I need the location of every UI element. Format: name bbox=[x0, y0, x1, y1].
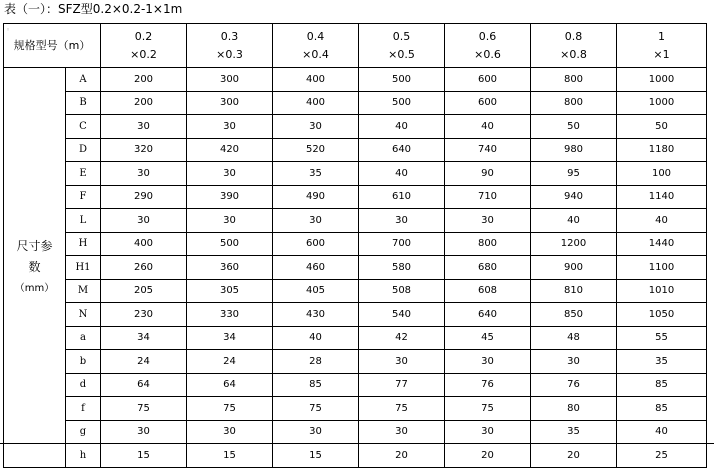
value-cell: 200 bbox=[101, 68, 187, 92]
value-cell: 680 bbox=[445, 256, 531, 280]
value-cell: 35 bbox=[531, 420, 617, 444]
param-cell: g bbox=[66, 420, 101, 444]
value-cell: 305 bbox=[187, 279, 273, 303]
value-cell: 400 bbox=[101, 232, 187, 256]
param-cell: E bbox=[66, 162, 101, 186]
param-cell: d bbox=[66, 373, 101, 397]
value-cell: 30 bbox=[187, 209, 273, 233]
value-cell: 850 bbox=[531, 303, 617, 327]
table-row bbox=[4, 209, 707, 233]
header-row bbox=[4, 24, 707, 68]
value-cell: 740 bbox=[445, 138, 531, 162]
value-cell: 30 bbox=[273, 209, 359, 233]
value-cell: 50 bbox=[531, 115, 617, 139]
value-cell: 320 bbox=[101, 138, 187, 162]
value-cell: 76 bbox=[531, 373, 617, 397]
value-cell: 290 bbox=[101, 185, 187, 209]
side-label-line1: 尺寸参 bbox=[16, 238, 53, 253]
table-row bbox=[4, 303, 707, 327]
column-header-bottom: ×0.6 bbox=[474, 47, 501, 61]
value-cell: 1180 bbox=[617, 138, 707, 162]
column-header bbox=[531, 24, 617, 68]
column-header-bottom: ×0.4 bbox=[302, 47, 329, 61]
value-cell: 1000 bbox=[617, 68, 707, 92]
param-cell: a bbox=[66, 326, 101, 350]
table-caption: 表（一）：SFZ型0.2×0.2-1×1m bbox=[4, 2, 183, 16]
value-cell: 520 bbox=[273, 138, 359, 162]
column-header-bottom: ×0.8 bbox=[560, 47, 587, 61]
column-header-top: 0.8 bbox=[564, 29, 583, 43]
column-header bbox=[101, 24, 187, 68]
column-header-bottom: ×0.3 bbox=[216, 47, 243, 61]
table-row bbox=[4, 256, 707, 280]
value-cell: 75 bbox=[101, 397, 187, 421]
value-cell: 200 bbox=[101, 91, 187, 115]
value-cell: 77 bbox=[359, 373, 445, 397]
column-header bbox=[273, 24, 359, 68]
value-cell: 30 bbox=[187, 420, 273, 444]
value-cell: 700 bbox=[359, 232, 445, 256]
column-header bbox=[359, 24, 445, 68]
value-cell: 85 bbox=[617, 373, 707, 397]
param-cell: h bbox=[66, 444, 101, 468]
value-cell: 75 bbox=[359, 397, 445, 421]
dimension-params-label bbox=[4, 68, 66, 468]
param-cell: N bbox=[66, 303, 101, 327]
value-cell: 55 bbox=[617, 326, 707, 350]
value-cell: 260 bbox=[101, 256, 187, 280]
value-cell: 40 bbox=[359, 115, 445, 139]
column-header bbox=[445, 24, 531, 68]
value-cell: 30 bbox=[101, 420, 187, 444]
value-cell: 405 bbox=[273, 279, 359, 303]
table-row bbox=[4, 115, 707, 139]
column-header bbox=[617, 24, 707, 68]
param-cell: b bbox=[66, 350, 101, 374]
value-cell: 64 bbox=[187, 373, 273, 397]
param-cell: B bbox=[66, 91, 101, 115]
table-row bbox=[4, 185, 707, 209]
side-label-line2: 数 bbox=[28, 259, 41, 274]
spec-table bbox=[3, 23, 707, 468]
value-cell: 30 bbox=[273, 115, 359, 139]
value-cell: 800 bbox=[531, 91, 617, 115]
value-cell: 30 bbox=[445, 420, 531, 444]
value-cell: 35 bbox=[273, 162, 359, 186]
value-cell: 810 bbox=[531, 279, 617, 303]
table-row bbox=[4, 91, 707, 115]
value-cell: 30 bbox=[187, 162, 273, 186]
value-cell: 600 bbox=[445, 68, 531, 92]
value-cell: 40 bbox=[273, 326, 359, 350]
value-cell: 85 bbox=[617, 397, 707, 421]
value-cell: 30 bbox=[445, 209, 531, 233]
side-label-unit: （mm） bbox=[14, 282, 55, 294]
param-cell: A bbox=[66, 68, 101, 92]
value-cell: 30 bbox=[359, 209, 445, 233]
value-cell: 95 bbox=[531, 162, 617, 186]
table-row bbox=[4, 138, 707, 162]
value-cell: 980 bbox=[531, 138, 617, 162]
value-cell: 230 bbox=[101, 303, 187, 327]
table-row bbox=[4, 162, 707, 186]
param-cell: H1 bbox=[66, 256, 101, 280]
value-cell: 1000 bbox=[617, 91, 707, 115]
value-cell: 30 bbox=[187, 115, 273, 139]
column-header-top: 0.4 bbox=[306, 29, 325, 43]
value-cell: 40 bbox=[445, 115, 531, 139]
value-cell: 24 bbox=[187, 350, 273, 374]
param-cell: F bbox=[66, 185, 101, 209]
value-cell: 64 bbox=[101, 373, 187, 397]
table-row bbox=[4, 444, 707, 468]
value-cell: 300 bbox=[187, 91, 273, 115]
value-cell: 34 bbox=[187, 326, 273, 350]
value-cell: 15 bbox=[101, 444, 187, 468]
value-cell: 35 bbox=[617, 350, 707, 374]
value-cell: 500 bbox=[187, 232, 273, 256]
value-cell: 100 bbox=[617, 162, 707, 186]
value-cell: 24 bbox=[101, 350, 187, 374]
column-header-top: 0.6 bbox=[478, 29, 497, 43]
value-cell: 30 bbox=[445, 350, 531, 374]
value-cell: 430 bbox=[273, 303, 359, 327]
column-header bbox=[187, 24, 273, 68]
column-header-bottom: ×0.5 bbox=[388, 47, 415, 61]
value-cell: 80 bbox=[531, 397, 617, 421]
param-cell: L bbox=[66, 209, 101, 233]
value-cell: 40 bbox=[617, 420, 707, 444]
value-cell: 710 bbox=[445, 185, 531, 209]
param-cell: D bbox=[66, 138, 101, 162]
value-cell: 640 bbox=[359, 138, 445, 162]
value-cell: 40 bbox=[359, 162, 445, 186]
value-cell: 50 bbox=[617, 115, 707, 139]
value-cell: 30 bbox=[359, 420, 445, 444]
value-cell: 390 bbox=[187, 185, 273, 209]
value-cell: 330 bbox=[187, 303, 273, 327]
value-cell: 940 bbox=[531, 185, 617, 209]
value-cell: 20 bbox=[531, 444, 617, 468]
value-cell: 420 bbox=[187, 138, 273, 162]
param-cell: M bbox=[66, 279, 101, 303]
table-row bbox=[4, 279, 707, 303]
spec-header-title: 规格型号（m） bbox=[4, 24, 101, 68]
value-cell: 1010 bbox=[617, 279, 707, 303]
value-cell: 40 bbox=[617, 209, 707, 233]
column-header-top: 0.5 bbox=[392, 29, 411, 43]
value-cell: 30 bbox=[101, 209, 187, 233]
value-cell: 34 bbox=[101, 326, 187, 350]
value-cell: 48 bbox=[531, 326, 617, 350]
value-cell: 1440 bbox=[617, 232, 707, 256]
value-cell: 800 bbox=[531, 68, 617, 92]
value-cell: 400 bbox=[273, 68, 359, 92]
value-cell: 610 bbox=[359, 185, 445, 209]
bottom-divider bbox=[0, 443, 714, 444]
value-cell: 500 bbox=[359, 91, 445, 115]
value-cell: 30 bbox=[359, 350, 445, 374]
table-row bbox=[4, 326, 707, 350]
value-cell: 30 bbox=[101, 162, 187, 186]
value-cell: 1200 bbox=[531, 232, 617, 256]
value-cell: 75 bbox=[187, 397, 273, 421]
column-header-bottom: ×0.2 bbox=[130, 47, 157, 61]
value-cell: 15 bbox=[273, 444, 359, 468]
value-cell: 640 bbox=[445, 303, 531, 327]
table-row bbox=[4, 397, 707, 421]
value-cell: 20 bbox=[445, 444, 531, 468]
value-cell: 40 bbox=[531, 209, 617, 233]
value-cell: 540 bbox=[359, 303, 445, 327]
value-cell: 600 bbox=[273, 232, 359, 256]
value-cell: 30 bbox=[531, 350, 617, 374]
value-cell: 90 bbox=[445, 162, 531, 186]
value-cell: 608 bbox=[445, 279, 531, 303]
param-cell: C bbox=[66, 115, 101, 139]
value-cell: 490 bbox=[273, 185, 359, 209]
value-cell: 360 bbox=[187, 256, 273, 280]
table-row bbox=[4, 68, 707, 92]
value-cell: 580 bbox=[359, 256, 445, 280]
column-header-top: 0.2 bbox=[134, 29, 153, 43]
cell-marker-icon: ◦ bbox=[6, 26, 11, 34]
value-cell: 1050 bbox=[617, 303, 707, 327]
table-row bbox=[4, 350, 707, 374]
value-cell: 205 bbox=[101, 279, 187, 303]
value-cell: 400 bbox=[273, 91, 359, 115]
value-cell: 15 bbox=[187, 444, 273, 468]
param-cell: H bbox=[66, 232, 101, 256]
value-cell: 460 bbox=[273, 256, 359, 280]
table-row bbox=[4, 373, 707, 397]
value-cell: 800 bbox=[445, 232, 531, 256]
value-cell: 28 bbox=[273, 350, 359, 374]
column-header-top: 1 bbox=[658, 29, 665, 43]
param-cell: f bbox=[66, 397, 101, 421]
value-cell: 42 bbox=[359, 326, 445, 350]
value-cell: 85 bbox=[273, 373, 359, 397]
table-row bbox=[4, 232, 707, 256]
value-cell: 76 bbox=[445, 373, 531, 397]
value-cell: 600 bbox=[445, 91, 531, 115]
column-header-top: 0.3 bbox=[220, 29, 239, 43]
value-cell: 300 bbox=[187, 68, 273, 92]
value-cell: 500 bbox=[359, 68, 445, 92]
value-cell: 1100 bbox=[617, 256, 707, 280]
value-cell: 75 bbox=[445, 397, 531, 421]
value-cell: 1140 bbox=[617, 185, 707, 209]
column-header-bottom: ×1 bbox=[653, 47, 670, 61]
value-cell: 30 bbox=[101, 115, 187, 139]
value-cell: 900 bbox=[531, 256, 617, 280]
value-cell: 45 bbox=[445, 326, 531, 350]
value-cell: 25 bbox=[617, 444, 707, 468]
table-row bbox=[4, 420, 707, 444]
value-cell: 20 bbox=[359, 444, 445, 468]
value-cell: 75 bbox=[273, 397, 359, 421]
value-cell: 30 bbox=[273, 420, 359, 444]
value-cell: 508 bbox=[359, 279, 445, 303]
